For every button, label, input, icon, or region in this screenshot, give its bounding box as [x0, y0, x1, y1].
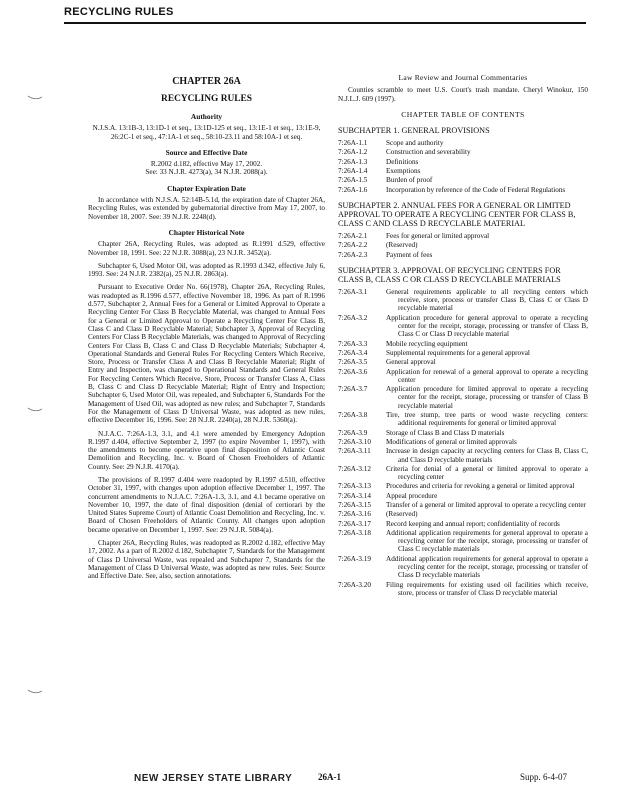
- section-title: Increase in design capacity at recycling centers for Class B, Class C, and Class D recyclable materials: [386, 447, 588, 464]
- toc-heading: CHAPTER TABLE OF CONTENTS: [401, 109, 525, 119]
- toc-entry: [338, 501, 588, 509]
- section-title: Storage of Class B and Class D materials: [386, 428, 505, 437]
- section-number: 7:26A-3.5: [338, 358, 368, 367]
- toc-entry: [338, 340, 588, 348]
- expiration-heading: Chapter Expiration Date: [167, 183, 246, 193]
- left-column: [88, 64, 325, 586]
- section-title: Burden of proof: [386, 176, 433, 185]
- toc-entry: [338, 385, 588, 410]
- authority-heading: Authority: [190, 112, 223, 121]
- section-title: Incorporation by reference of the Code of Federal Regulations: [386, 185, 566, 194]
- section-number: 7:26A-3.7: [338, 385, 368, 394]
- toc-entry: [338, 465, 588, 482]
- toc-entry: [338, 358, 588, 366]
- section-title: Payment of fees: [386, 250, 433, 259]
- history-paragraph: N.J.A.C. 7:26A-1.3, 3.1, and 4.1 were amended by Emergency Adoption R.1997 d.404, effective September 2, 1997 (to expire November 1, 1997), with the amendments to become operative upon final disposition of Atlantic Coast Demolition and Recycling, Inc. v. Board of Chosen Freeholders of Atlantic County. See: 29 N.J.R. 4170(a).: [88, 429, 325, 471]
- section-number: 7:26A-3.15: [338, 500, 371, 509]
- section-number: 7:26A-2.3: [338, 250, 368, 259]
- history-paragraph: The provisions of R.1997 d.404 were readopted by R.1997 d.510, effective October 31, 1997, with changes upon adoption effective December 1, 1997. The concurrent amendments to N.J.A.C. 7:26A-1.3, 3.1, and 4.1 became operative on November 10, 1997, the date of final disposition (denial of certiorari by the United States Supreme Court) of Atlantic Coast Demolition and Recycling, Inc. v. Board of Chosen Freeholders of Atlantic County. All changes upon adoption became operative on December 1, 1997. See: 29 N.J.R. 5084(a).: [88, 475, 325, 534]
- toc-entry: [338, 349, 588, 357]
- library-stamp: NEW JERSEY STATE LIBRARY: [134, 773, 293, 784]
- source-heading: Source and Effective Date: [165, 147, 248, 157]
- section-number: 7:26A-3.8: [338, 411, 368, 420]
- section-number: 7:26A-3.9: [338, 428, 368, 437]
- toc-entry: [338, 148, 588, 156]
- expiration-text: In accordance with N.J.S.A. 52:14B-5.1d, the expiration date of Chapter 26A, Recycling Rules, was extended by gubernatorial directive from May 17, 2007, to November 18, 2007. See: 39 N.J.R. 2248(d).: [88, 196, 325, 221]
- section-number: 7:26A-3.4: [338, 348, 368, 357]
- margin-mark: [26, 404, 44, 414]
- section-number: 7:26A-3.3: [338, 339, 368, 348]
- toc-entry: [338, 167, 588, 175]
- section-title: Scope and authority: [386, 139, 444, 148]
- page-footer: [0, 772, 618, 792]
- toc-entry: [338, 314, 588, 339]
- section-title: Application procedure for general approval to operate a recycling center for the receipt, storage, processing or transfer of Class B, Class C or Class D recyclable material: [386, 313, 588, 339]
- toc-entry: [338, 492, 588, 500]
- section-title: (Reserved): [386, 241, 418, 250]
- subchapter-heading: SUBCHAPTER 2. ANNUAL FEES FOR A GENERAL OR LIMITED APPROVAL TO OPERATE A RECYCLING CENTER FOR CLASS B, CLASS C AND CLASS D RECYCLABLE MATERIAL: [338, 200, 576, 228]
- section-number: 7:26A-3.13: [338, 482, 371, 491]
- section-title: Application for renewal of a general approval to operate a recycling center: [386, 367, 588, 384]
- table-of-contents: [338, 126, 588, 597]
- section-title: Construction and severability: [386, 148, 471, 157]
- section-number: 7:26A-3.1: [338, 287, 368, 296]
- section-title: Appeal procedure: [386, 491, 438, 500]
- section-title: Record keeping and annual report; confidentiality of records: [386, 519, 560, 528]
- section-number: 7:26A-3.16: [338, 510, 371, 519]
- section-number: 7:26A-3.19: [338, 554, 371, 563]
- page-number: 26A-1: [318, 772, 341, 782]
- subchapter-heading: SUBCHAPTER 1. GENERAL PROVISIONS: [338, 126, 490, 136]
- history-heading: Chapter Historical Note: [168, 227, 245, 237]
- toc-entry: [338, 251, 588, 259]
- section-number: 7:26A-3.14: [338, 491, 371, 500]
- toc-entry: [338, 520, 588, 528]
- history-paragraph: Chapter 26A, Recycling Rules, was readopted as R.2002 d.182, effective May 17, 2002. As a part of R.2002 d.182, Subchapter 7, Standards for the Management of Class D Universal Waste, was repealed and Subchapter 7, Standards for the Management of Class D Universal Waste, was adopted as new rules. See: Source and Effective Date. See, also, section annotations.: [88, 539, 325, 581]
- toc-entry: [338, 438, 588, 446]
- history-paragraph: Chapter 26A, Recycling Rules, was adopted as R.1991 d.529, effective November 18, 1991. See: 22 N.J.R. 3088(a), 23 N.J.R. 3452(a).: [88, 240, 325, 257]
- section-number: 7:26A-3.12: [338, 464, 371, 473]
- section-number: 7:26A-3.11: [338, 447, 371, 456]
- law-review-heading: Law Review and Journal Commentaries: [398, 73, 528, 82]
- section-number: 7:26A-3.2: [338, 313, 368, 322]
- section-number: 7:26A-3.17: [338, 519, 371, 528]
- section-title: Definitions: [386, 157, 419, 166]
- section-number: 7:26A-3.18: [338, 528, 371, 537]
- section-number: 7:26A-1.2: [338, 148, 368, 157]
- law-review-text: Counties scramble to meet U.S. Court's trash mandate. Cheryl Winokur, 150 N.J.L.J. 609 (1997).: [338, 86, 588, 103]
- section-title: General approval: [386, 358, 436, 367]
- toc-entry: [338, 232, 588, 240]
- toc-entry: [338, 482, 588, 490]
- toc-entry: [338, 186, 588, 194]
- section-title: Modifications of general or limited approvals: [386, 437, 517, 446]
- section-number: 7:26A-2.2: [338, 241, 368, 250]
- section-number: 7:26A-3.10: [338, 437, 371, 446]
- section-number: 7:26A-1.5: [338, 176, 368, 185]
- section-number: 7:26A-1.3: [338, 157, 368, 166]
- section-title: Additional application requirements for general approval to operate a recycling center for the receipt, storage, processing or transfer of Class D recyclable materials: [386, 554, 588, 580]
- authority-text: N.J.S.A. 13:1B-3, 13:1D-1 et seq., 13:1D-125 et seq., 13:1E-1 et seq., 13:1E-9, 26:2C-1 et seq., 47:1A-1 et seq., 58:10-23.11 and 58:10A-1 et seq.: [92, 124, 321, 141]
- section-number: 7:26A-1.4: [338, 167, 368, 176]
- chapter-title: RECYCLING RULES: [161, 94, 252, 104]
- section-title: Criteria for denial of a general or limited approval to operate a recycling center: [386, 464, 588, 482]
- toc-entry: [338, 139, 588, 147]
- toc-entry: [338, 429, 588, 437]
- section-number: 7:26A-2.1: [338, 231, 368, 240]
- margin-mark: [26, 92, 44, 102]
- source-text: R.2002 d.182, effective May 17, 2002. See: 33 N.J.R. 4273(a), 34 N.J.R. 2088(a).: [145, 160, 268, 177]
- toc-entry: [338, 176, 588, 184]
- toc-entry: [338, 555, 588, 580]
- section-title: General requirements applicable to all recycling centers which receive, store, process or transfer Class B, Class C or Class D recyclable material: [386, 287, 588, 313]
- section-title: Fees for general or limited approval: [386, 231, 490, 240]
- toc-entry: [338, 581, 588, 598]
- section-title: Mobile recycling equipment: [386, 339, 468, 348]
- toc-entry: [338, 368, 588, 385]
- margin-mark: [26, 686, 44, 696]
- right-column: [338, 64, 588, 598]
- subchapter-heading: SUBCHAPTER 3. APPROVAL OF RECYCLING CENTERS FOR CLASS B, CLASS C OR CLASS D RECYCLABLE MATERIALS: [338, 265, 561, 284]
- toc-entry: [338, 529, 588, 554]
- section-title: (Reserved): [386, 510, 418, 519]
- toc-entry: [338, 447, 588, 464]
- toc-entry: [338, 158, 588, 166]
- running-header: RECYCLING RULES: [64, 6, 174, 18]
- history-paragraph: Pursuant to Executive Order No. 66(1978), Chapter 26A, Recycling Rules, was readopted as R.1996 d.577, effective November 18, 1996. As part of R.1996 d.577, Subchapter 2, Annual Fees for a General or Limited Approval to Operate a Recycling Center For Class B Recyclable Material, was changed to Annual Fees for a General or Limited Approval to Operate a Recycling Center For Class B, Class C and Class D Recyclable Material; Subchapter 3, Approval of Recycling Centers For Class B Recyclable Materials, was changed to Approval of Recycling Centers For Class B, Class C and Class D Recyclable Materials; Subchapter 4, Operational Standards and General Rules For Recycling Centers Which Receive, Store, Process or Transfer Class A and Class B Recyclable Material; Right of Entry and Inspection, was changed to Operational Standards and General Rules For Recycling Centers Which Receive, Store, Process or Transfer Class A, Class B, Class C and Class D Recyclable Material; Right of Entry and Inspection; Subchapter 6, Used Motor Oil, was repealed, and Subchapter 6, Standards For the Management of Used Oil, was adopted as new rules; and Subchapter 7, Standards For the Management of Class D Universal Waste, was adopted as new rules, effective December 16, 1996. See: 28 N.J.R. 2240(a), 28 N.J.R. 5360(a).: [88, 283, 325, 425]
- section-title: Transfer of a general or limited approval to operate a recycling center: [386, 500, 586, 509]
- section-title: Filing requirements for existing used oil facilities which receive, store, process or transfer of Class D recyclable material: [386, 580, 588, 597]
- section-title: Additional application requirements for general approval to operate a recycling center for the receipt, storage, processing or transfer of Class C recyclable materials: [386, 528, 588, 554]
- section-title: Supplemental requirements for a general approval: [386, 348, 530, 357]
- header-rule: [64, 22, 586, 24]
- toc-entry: [338, 510, 588, 518]
- section-number: 7:26A-3.20: [338, 580, 371, 589]
- section-title: Procedures and criteria for revoking a general or limited approval: [386, 482, 575, 491]
- section-number: 7:26A-1.6: [338, 185, 368, 194]
- section-title: Application procedure for limited approval to operate a recycling center for the receipt, storage, processing or transfer of Class B recyclable material: [386, 385, 588, 410]
- chapter-number: CHAPTER 26A: [172, 76, 241, 87]
- section-title: Exemptions: [386, 167, 421, 176]
- toc-entry: [338, 241, 588, 249]
- supplement-date: Supp. 6-4-07: [520, 772, 567, 782]
- toc-entry: [338, 411, 588, 428]
- toc-entry: [338, 288, 588, 313]
- section-number: 7:26A-1.1: [338, 139, 368, 148]
- history-paragraph: Subchapter 6, Used Motor Oil, was adopted as R.1993 d.342, effective July 6, 1993. See: 24 N.J.R. 2382(a), 25 N.J.R. 2863(a).: [88, 261, 325, 279]
- section-number: 7:26A-3.6: [338, 367, 368, 376]
- section-title: Tire, tree stump, tree parts or wood waste recycling centers: additional requirements for general or limited approval: [386, 411, 588, 428]
